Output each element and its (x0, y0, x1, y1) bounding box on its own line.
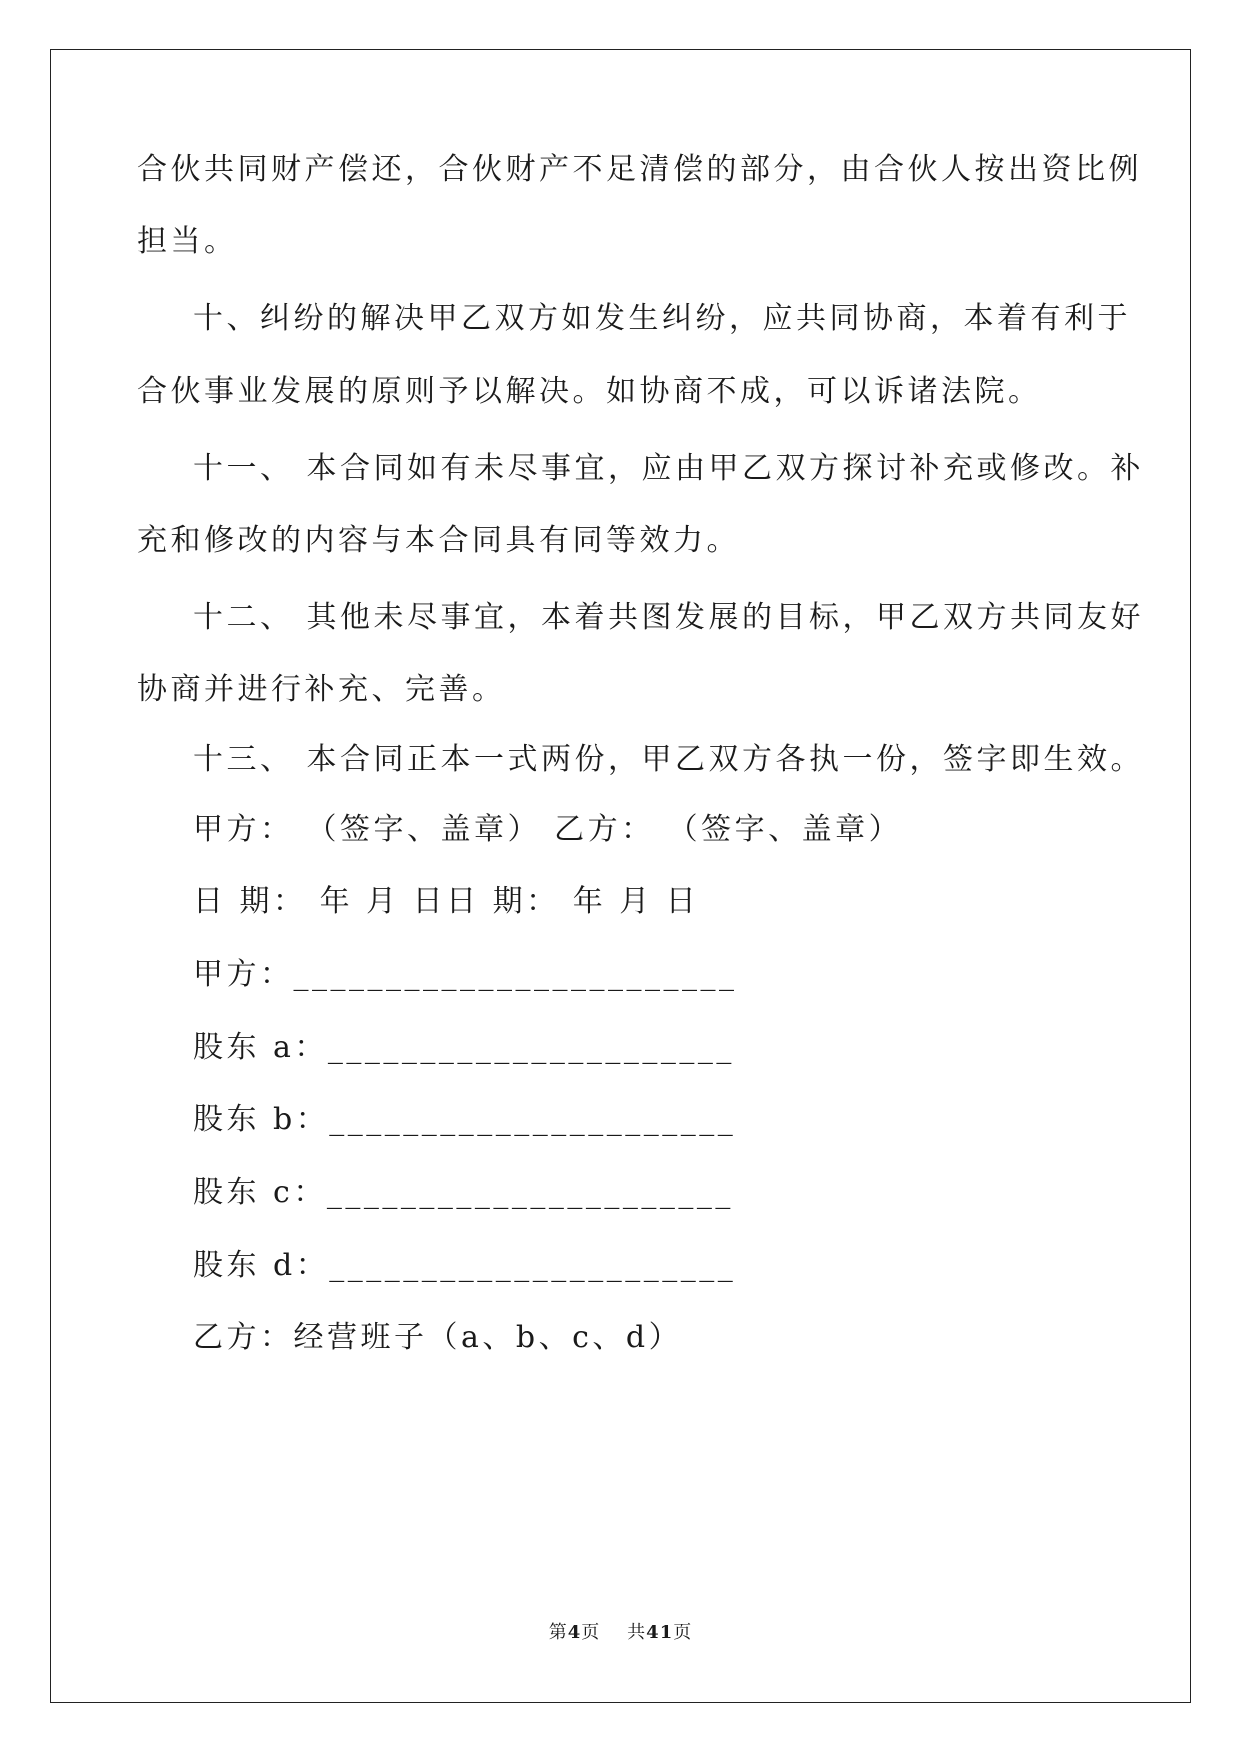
paragraph-line: 担当。 (137, 224, 238, 259)
party-a-signature-field: 甲方：________________________ (193, 957, 738, 992)
paragraph-line: 协商并进行补充、完善。 (137, 672, 506, 707)
page-footer (0, 1618, 1241, 1644)
clause-13-heading: 十三、 本合同正本一式两份，甲乙双方各执一份，签字即生效。 (193, 742, 1145, 777)
clause-12-heading: 十二、 其他未尽事宜，本着共图发展的目标，甲乙双方共同友好 (193, 600, 1145, 635)
shareholder-c-signature-field: 股东 c：______________________ (193, 1175, 734, 1210)
footer-total-pages: 41 (646, 1622, 674, 1643)
clause-10-heading: 十、纠纷的解决甲乙双方如发生纠纷，应共同协商，本着有利于 (193, 301, 1131, 336)
signature-line-parties: 甲方： （签字、盖章） 乙方： （签字、盖章） (193, 812, 903, 847)
footer-page-number: 4 (567, 1622, 582, 1643)
date-line: 日 期： 年 月 日日 期： 年 月 日 (193, 884, 700, 919)
footer-prefix: 第 (548, 1622, 568, 1643)
shareholder-d-signature-field: 股东 d：______________________ (193, 1248, 737, 1283)
page-frame (50, 49, 1191, 1703)
paragraph-line: 合伙事业发展的原则予以解决。如协商不成，可以诉诸法院。 (137, 374, 1042, 409)
paragraph-line: 充和修改的内容与本合同具有同等效力。 (137, 523, 740, 558)
footer-total-prefix: 共 (627, 1622, 647, 1643)
paragraph-line: 合伙共同财产偿还，合伙财产不足清偿的部分，由合伙人按出资比例 (137, 152, 1142, 187)
party-b-line: 乙方：经营班子（a、b、c、d） (193, 1320, 683, 1355)
clause-11-heading: 十一、 本合同如有未尽事宜，应由甲乙双方探讨补充或修改。补 (193, 451, 1145, 486)
footer-total-suffix: 页 (673, 1622, 693, 1643)
shareholder-a-signature-field: 股东 a：______________________ (193, 1030, 735, 1065)
footer-page-suffix: 页 (581, 1622, 601, 1643)
shareholder-b-signature-field: 股东 b：______________________ (193, 1102, 737, 1137)
